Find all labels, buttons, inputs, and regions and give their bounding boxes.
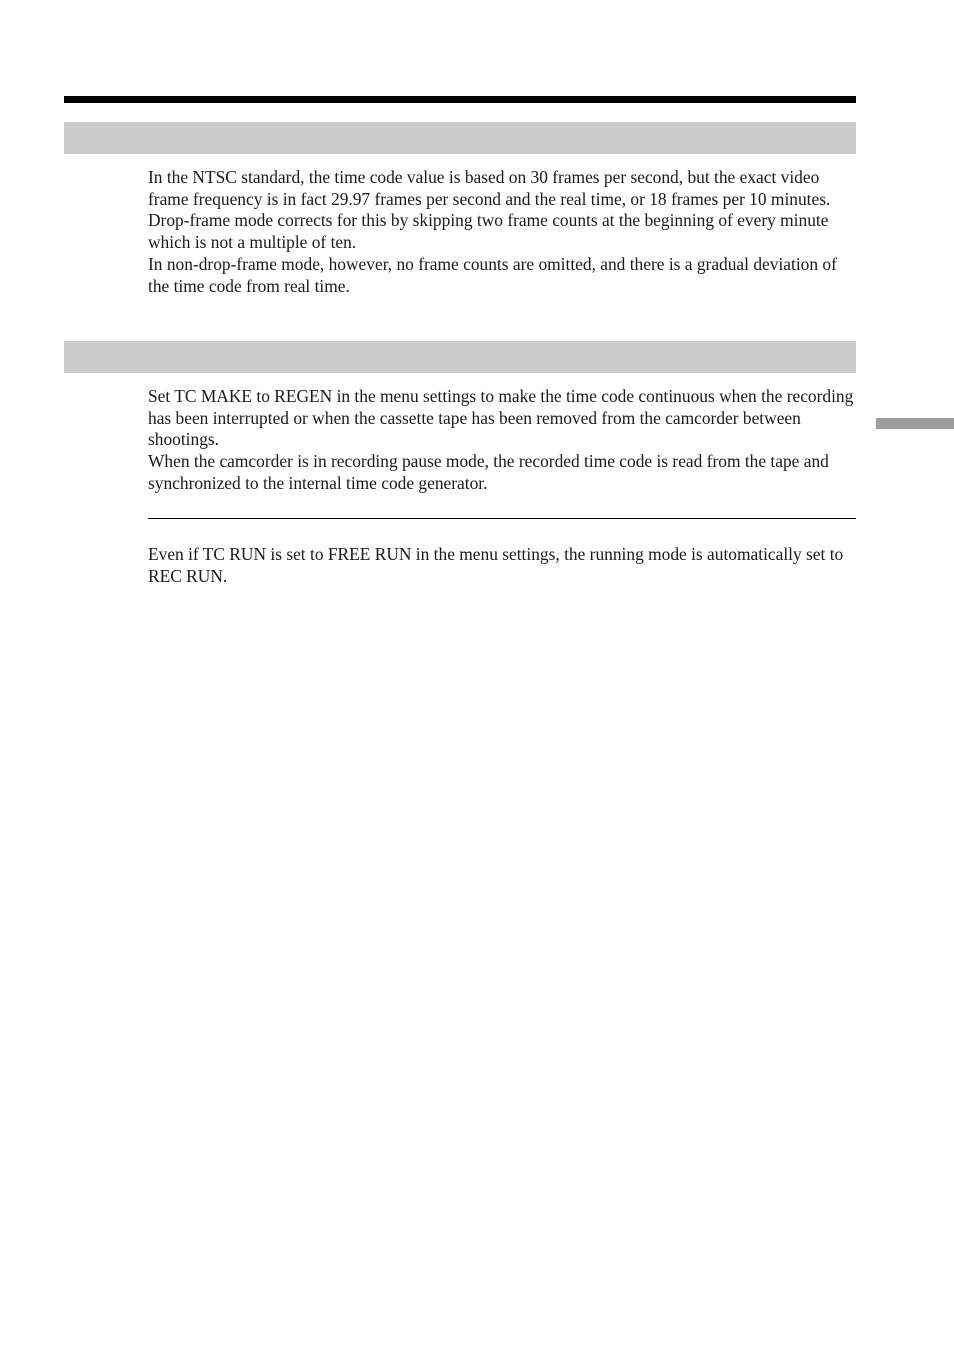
section-body-drop-frame — [148, 167, 856, 297]
note-body — [148, 544, 856, 587]
chapter-side-tab — [876, 418, 954, 429]
paragraph: Set TC MAKE to REGEN in the menu settings to make the time code continuous when the recording has been interrupted or when the cassette tape has been removed from the camcorder between shootings. — [148, 386, 854, 450]
section-heading-band-regen — [64, 341, 856, 373]
paragraph: Drop-frame mode corrects for this by skipping two frame counts at the beginning of every minute which is not a multiple of ten. — [148, 210, 829, 253]
paragraph: In the NTSC standard, the time code value is based on 30 frames per second, but the exact video frame frequency is in fact 29.97 frames per second and the real time, or 18 frames per 10 minutes. — [148, 167, 831, 209]
paragraph: In non-drop-frame mode, however, no frame counts are omitted, and there is a gradual deviation of the time code from real time. — [148, 253, 837, 296]
note-divider — [148, 518, 856, 519]
section-heading-band-drop-frame — [64, 122, 856, 154]
paragraph: Even if TC RUN is set to FREE RUN in the menu settings, the running mode is automatically set to REC RUN. — [148, 544, 844, 586]
header-rule — [64, 96, 856, 103]
section-body-regen — [148, 386, 856, 495]
paragraph: When the camcorder is in recording pause mode, the recorded time code is read from the tape and synchronized to the internal time code generator. — [148, 451, 829, 493]
